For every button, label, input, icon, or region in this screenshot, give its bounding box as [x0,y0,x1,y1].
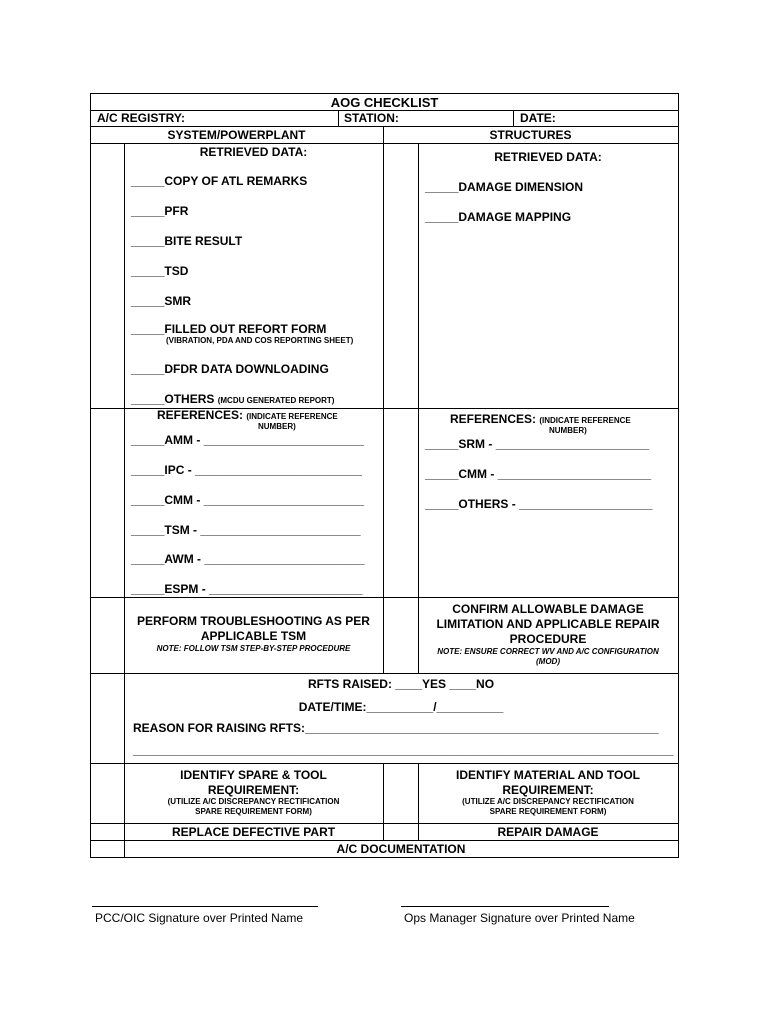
left-references-note-2: NUMBER) [258,422,296,431]
material-line-2: REQUIREMENT: [502,783,594,797]
left-retrieved-title: RETRIEVED DATA: [199,145,308,159]
replace-defective-part: REPLACE DEFECTIVE PART [171,825,336,839]
date-label: DATE: [520,111,556,125]
troubleshoot-line-1: PERFORM TROUBLESHOOTING AS PER [137,614,370,628]
reference-right-others: _____OTHERS - ____________________ [425,497,653,511]
spare-line-1: IDENTIFY SPARE & TOOL [180,768,327,782]
rfts-reason-blank-line: _________________________________________________________________________________ [133,743,674,757]
spare-note-1: (UTILIZE A/C DISCREPANCY RECTIFICATION [167,797,340,806]
references-section-divider [90,597,679,598]
troubleshoot-note: NOTE: FOLLOW TSM STEP-BY-STEP PROCEDURE [156,644,351,653]
material-note-1: (UTILIZE A/C DISCREPANCY RECTIFICATION [462,797,634,806]
reference-amm: _____AMM - ________________________ [131,433,364,447]
ops-signature-label: Ops Manager Signature over Printed Name [404,911,635,925]
table-top-border [90,93,679,94]
table-left-border [90,93,91,858]
damage-note-2: (MOD) [536,657,560,666]
column-header-divider [90,143,679,144]
right-check-column-line-upper [418,143,419,673]
others-note: (MCDU GENERATED REPORT) [217,396,335,405]
ac-registry-label: A/C REGISTRY: [97,111,186,125]
right-retrieved-title: RETRIEVED DATA: [494,150,602,164]
center-divider-lower [383,763,384,841]
pcc-signature-label: PCC/OIC Signature over Printed Name [95,911,304,925]
rfts-section-divider [90,763,679,764]
rfts-raised: RFTS RAISED: ____YES ____NO [307,677,495,691]
reference-right-cmm: _____CMM - _______________________ [425,467,652,481]
reference-espm: _____ESPM - _______________________ [131,582,363,596]
left-check-column-line [124,143,125,858]
actions-section-divider [90,840,679,841]
others-label: _____OTHERS [131,392,215,406]
damage-line-2: LIMITATION AND APPLICABLE REPAIR [436,617,660,631]
left-references-note: (INDICATE REFERENCE [246,412,338,421]
table-right-border [678,93,679,858]
material-note-2: SPARE REQUIREMENT FORM) [489,807,607,816]
center-divider-upper [383,126,384,673]
rfts-reason: REASON FOR RAISING RFTS:_____________________________________________________ [133,721,659,735]
right-references-heading [450,412,631,426]
header-row-divider [90,126,679,127]
right-references-note-2: NUMBER) [549,426,587,435]
checklist-item-atl-remarks: _____COPY OF ATL REMARKS [131,174,308,188]
refort-form-note: (VIBRATION, PDA AND COS REPORTING SHEET) [166,336,354,345]
station-label: STATION: [344,111,399,125]
checklist-item-damage-mapping: _____DAMAGE MAPPING [425,210,572,224]
spare-line-2: REQUIREMENT: [207,783,300,797]
left-references-label: REFERENCES: [157,408,244,422]
checklist-item-smr: _____SMR [131,294,192,308]
troubleshoot-section-divider [90,673,679,674]
reference-srm: _____SRM - _______________________ [425,437,650,451]
spare-note-2: SPARE REQUIREMENT FORM) [195,807,312,816]
material-line-1: IDENTIFY MATERIAL AND TOOL [455,768,640,782]
left-references-heading [157,408,338,422]
right-references-note: (INDICATE REFERENCE [539,416,631,425]
checklist-item-others [131,392,334,406]
checklist-item-pfr: _____PFR [131,204,189,218]
reference-awm: _____AWM - ________________________ [131,552,365,566]
rfts-datetime: DATE/TIME:__________/__________ [298,700,504,714]
spares-section-divider [90,823,679,824]
table-bottom-border [90,857,679,858]
structures-heading: STRUCTURES [489,128,572,142]
header-divider-1 [338,110,339,127]
ac-documentation: A/C DOCUMENTATION [336,842,466,856]
ops-signature-line [401,906,609,907]
checklist-item-dfdr: _____DFDR DATA DOWNLOADING [131,362,329,376]
repair-damage: REPAIR DAMAGE [497,825,599,839]
checklist-item-bite-result: _____BITE RESULT [131,234,243,248]
reference-cmm: _____CMM - ________________________ [131,493,364,507]
form-title: AOG CHECKLIST [330,95,439,110]
checklist-item-tsd: _____TSD [131,264,189,278]
reference-tsm: _____TSM - ________________________ [131,523,361,537]
right-references-label: REFERENCES: [450,412,537,426]
checklist-item-damage-dimension: _____DAMAGE DIMENSION [425,180,584,194]
header-divider-2 [513,110,514,127]
troubleshoot-line-2: APPLICABLE TSM [200,629,307,643]
damage-note-1: NOTE: ENSURE CORRECT WV AND A/C CONFIGURATION [437,647,659,656]
damage-line-3: PROCEDURE [509,632,587,646]
reference-ipc: _____IPC - _________________________ [131,463,362,477]
checklist-item-refort-form: _____FILLED OUT REFORT FORM [131,322,327,336]
pcc-signature-line [92,906,318,907]
system-powerplant-heading: SYSTEM/POWERPLANT [167,128,306,142]
damage-line-1: CONFIRM ALLOWABLE DAMAGE [452,602,644,616]
